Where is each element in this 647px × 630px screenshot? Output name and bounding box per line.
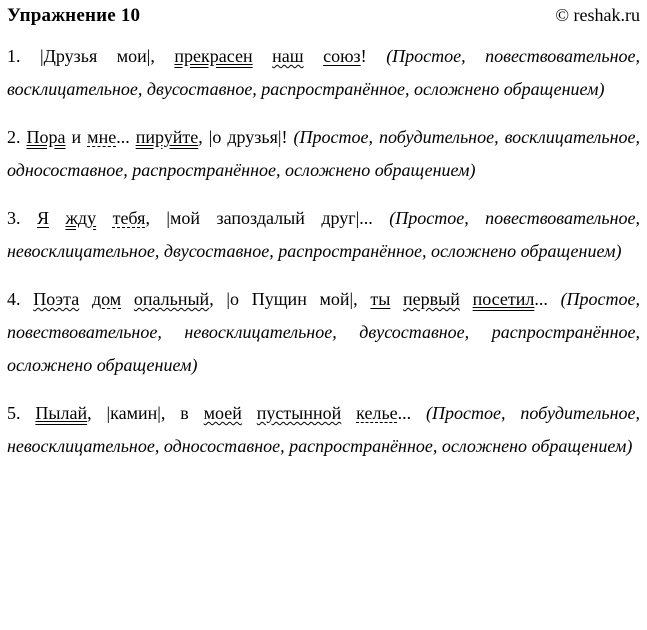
word-subject: союз [323,46,361,66]
word-object: келье [356,403,398,423]
sentence-text: |Друзья мои|, [40,46,175,66]
sentence-text: ! [360,46,387,66]
item-number: 5. [7,403,36,423]
sentence-text [253,46,273,66]
analysis-text: (Простое, побудительное, невосклицательное, односоставное, распространённое, осложнено обращением) [7,403,645,456]
word-attribute: моей [203,403,242,423]
word-attribute: первый [403,289,460,309]
word-predicate: прекрасен [174,46,253,66]
exercise-item-3 [7,202,645,268]
word-attribute: Поэта [33,289,80,309]
analysis-text: (Простое, повествовательное, восклицательное, двусоставное, распространённое, осложнено обращением) [7,46,645,99]
item-number: 2. [7,127,27,147]
sentence-text [121,289,134,309]
sentence-text [460,289,473,309]
analysis-text: (Простое, повествовательное, невосклицательное, двусоставное, распространённое, осложнено обращением) [7,289,645,375]
word-object: мне [87,127,117,147]
word-object: тебя [112,208,146,228]
word-subject: ты [370,289,391,309]
word-predicate: Пылай [35,403,88,423]
document-header [7,5,640,27]
word-attribute: наш [272,46,304,66]
word-predicate: посетил [472,289,535,309]
exercise-item-4 [7,283,645,382]
sentence-text: , |камин|, в [87,403,204,423]
sentence-text: ... [397,403,427,423]
sentence-text: , |о друзья|! [198,127,294,147]
sentence-text [390,289,403,309]
item-number: 1. [7,46,41,66]
exercise-item-5 [7,397,645,463]
sentence-text [79,289,92,309]
item-number: 3. [7,208,37,228]
sentence-text: ... [116,127,136,147]
analysis-text: (Простое, повествовательное, невосклицательное, двусоставное, распространённое, осложнено обращением) [7,208,645,261]
analysis-text: (Простое, побудительное, восклицательное, односоставное, распространённое, осложнено обращением) [7,127,645,180]
sentence-text: ... [534,289,561,309]
exercise-title: Упражнение 10 [7,5,141,26]
word-attribute: пустынной [256,403,342,423]
sentence-text [242,403,257,423]
sentence-text [96,208,112,228]
sentence-text: , |мой запоздалый друг|... [145,208,390,228]
word-subject: Я [36,208,49,228]
sentence-text [341,403,356,423]
sentence-text [49,208,65,228]
sentence-text [304,46,324,66]
word-predicate: Пора [26,127,66,147]
exercise-item-2 [7,121,645,187]
copyright-label: © reshak.ru [555,5,640,25]
word-predicate: пируйте [135,127,199,147]
word-object: дом [91,289,122,309]
exercise-list [7,40,645,463]
exercise-item-1 [7,40,645,106]
word-predicate: жду [65,208,97,228]
word-attribute: опальный [133,289,210,309]
sentence-text: , |о Пущин мой|, [209,289,371,309]
item-number: 4. [7,289,34,309]
sentence-text: и [65,127,88,147]
